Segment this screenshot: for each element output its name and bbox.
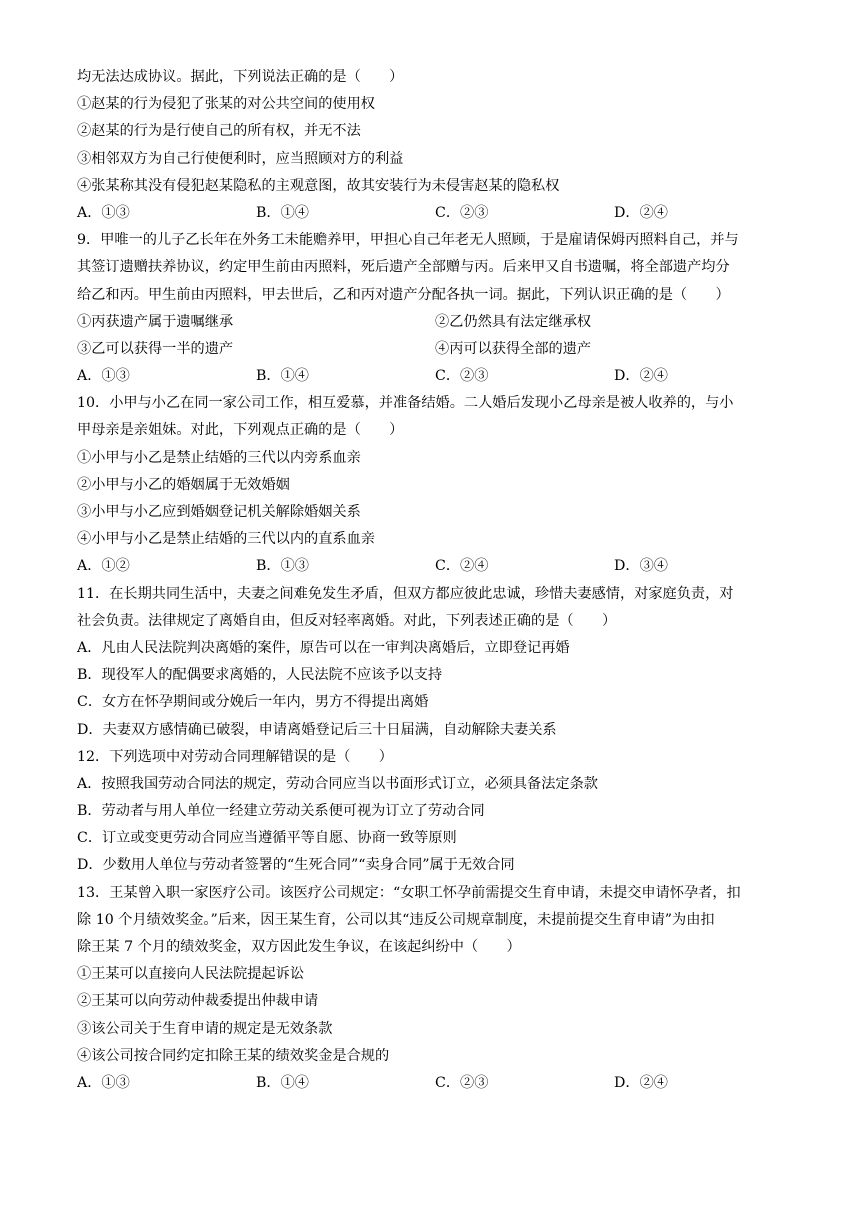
statement-4: ④丙可以获得全部的遗产 [435, 340, 592, 357]
question-13 [77, 880, 793, 1098]
choice-b: B．劳动者与用人单位一经建立劳动关系便可视为订立了劳动合同 [77, 803, 485, 820]
option-c: C．②③ [435, 368, 489, 385]
statement-1: ①赵某的行为侵犯了张某的对公共空间的使用权 [77, 96, 375, 113]
question-stem-line: 除 10 个月绩效奖金。”后来，因王某生育，公司以其“违反公司规章制度，未提前提交生育申请”为由扣 [77, 911, 715, 928]
answer-options [77, 553, 793, 580]
choice-d: D．夫妻双方感情确已破裂，申请离婚登记后三十日届满，自动解除夫妻关系 [77, 721, 557, 738]
option-c: C．②③ [435, 204, 489, 221]
choice-d: D．少数用人单位与劳动者签署的“生死合同”“卖身合同”属于无效合同 [77, 857, 515, 874]
question-stem-line: 除王某 7 个月的绩效奖金，双方因此发生争议，在该起纠纷中（ ） [77, 939, 521, 955]
question-stem-line: 给乙和丙。甲生前由丙照料，甲去世后，乙和丙对遗产分配各执一词。据此，下列认识正确的是（ ） [77, 286, 730, 303]
statement-row [77, 309, 793, 336]
option-a: A．①③ [77, 368, 130, 385]
option-a: A．①③ [77, 204, 130, 221]
question-9 [77, 227, 793, 390]
answer-options [77, 1070, 793, 1097]
choice-c: C．女方在怀孕期间或分娩后一年内，男方不得提出离婚 [77, 694, 429, 711]
option-d: D．②④ [614, 204, 668, 221]
question-stem-line: 11．在长期共同生活中，夫妻之间难免发生矛盾，但双方都应彼此忠诚，珍惜夫妻感情，对家庭负责，对 [77, 585, 734, 602]
statement-4: ④该公司按合同约定扣除王某的绩效奖金是合规的 [77, 1047, 390, 1064]
statement-3: ③相邻双方为自己行使便利时，应当照顾对方的利益 [77, 150, 404, 167]
question-stem-line: 12．下列选项中对劳动合同理解错误的是（ ） [77, 748, 393, 765]
choice-a: A．凡由人民法院判决离婚的案件，原告可以在一审判决离婚后，立即登记再婚 [77, 639, 570, 656]
statement-4: ④小甲与小乙是禁止结婚的三代以内的直系血亲 [77, 531, 375, 548]
statement-1: ①王某可以直接向人民法院提起诉讼 [77, 966, 305, 983]
statement-1: ①丙获遗产属于遗嘱继承 [77, 313, 234, 330]
option-b: B．①④ [256, 368, 309, 385]
option-a: A．①② [77, 558, 130, 575]
statement-2: ②王某可以向劳动仲裁委提出仲裁申请 [77, 993, 319, 1010]
statement-2: ②赵某的行为是行使自己的所有权，并无不法 [77, 123, 361, 140]
option-c: C．②④ [435, 558, 489, 575]
option-b: B．①④ [256, 204, 309, 221]
statement-3: ③小甲与小乙应到婚姻登记机关解除婚姻关系 [77, 504, 361, 520]
statement-4: ④张某称其没有侵犯赵某隐私的主观意图，故其安装行为未侵害赵某的隐私权 [77, 177, 560, 194]
question-stem-line: 10．小甲与小乙在同一家公司工作，相互爱慕，并准备结婚。二人婚后发现小乙母亲是被人收养的，与小 [77, 395, 734, 412]
option-d: D．③④ [614, 558, 668, 575]
question-stem-line: 9．甲唯一的儿子乙长年在外务工未能赡养甲，甲担心自己年老无人照顾，于是雇请保姆丙照料自己，并与 [77, 232, 739, 249]
choice-c: C．订立或变更劳动合同应当遵循平等自愿、协商一致等原则 [77, 830, 457, 847]
option-b: B．①③ [256, 558, 309, 575]
statement-3: ③该公司关于生育申请的规定是无效条款 [77, 1020, 333, 1037]
option-b: B．①④ [256, 1074, 309, 1091]
statement-2: ②乙仍然具有法定继承权 [435, 313, 592, 330]
statement-2: ②小甲与小乙的婚姻属于无效婚姻 [77, 476, 290, 493]
answer-options [77, 200, 793, 227]
choice-b: B．现役军人的配偶要求离婚的，人民法院不应该予以支持 [77, 667, 443, 684]
answer-options [77, 363, 793, 390]
statement-1: ①小甲与小乙是禁止结婚的三代以内旁系血亲 [77, 449, 361, 466]
question-stem: 均无法达成协议。据此，下列说法正确的是（ ） [77, 69, 404, 85]
question-stem-line: 甲母亲是亲姐妹。对此，下列观点正确的是（ ） [77, 422, 404, 439]
question-11 [77, 581, 793, 744]
question-10 [77, 390, 793, 580]
statement-row [77, 336, 793, 363]
exam-page [77, 64, 793, 1097]
statement-3: ③乙可以获得一半的遗产 [77, 340, 234, 357]
question-8 [77, 64, 793, 227]
option-c: C．②③ [435, 1074, 489, 1091]
question-stem-line: 13．王某曾入职一家医疗公司。该医疗公司规定：“女职工怀孕前需提交生育申请，未提交申请怀孕者，扣 [77, 884, 741, 901]
question-12 [77, 744, 793, 880]
option-d: D．②④ [614, 368, 668, 385]
choice-a: A．按照我国劳动合同法的规定，劳动合同应当以书面形式订立，必须具备法定条款 [77, 775, 598, 792]
question-stem-line: 其签订遗赠扶养协议，约定甲生前由丙照料，死后遗产全部赠与丙。后来甲又自书遗嘱，将全部遗产均分 [77, 259, 730, 276]
option-a: A．①③ [77, 1074, 130, 1091]
option-d: D．②④ [614, 1074, 668, 1091]
question-stem-line: 社会负责。法律规定了离婚自由，但反对轻率离婚。对此，下列表述正确的是（ ） [77, 612, 617, 629]
